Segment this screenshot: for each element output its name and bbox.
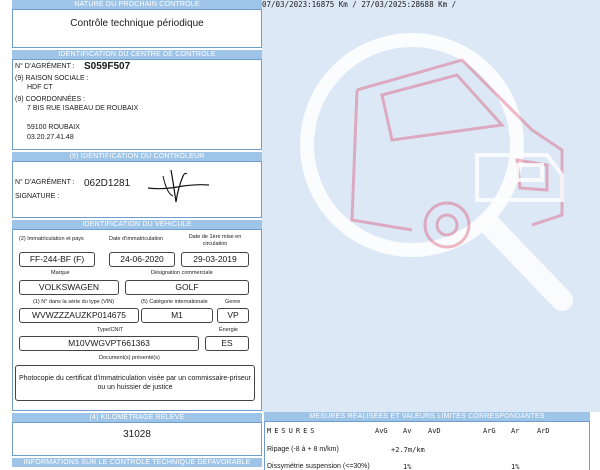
controleur-header: (9) IDENTIFICATION DU CONTRÔLEUR — [12, 152, 262, 161]
categorie-value: M1 — [141, 308, 213, 323]
controleur-panel — [12, 161, 262, 218]
energie-label: Énergie — [219, 327, 238, 333]
controleur-agrement-label: N° D'AGRÉMENT : — [15, 179, 75, 186]
date-first-value: 29-03-2019 — [181, 252, 249, 267]
phone: 03.20.27.41.48 — [27, 134, 74, 141]
next-control-panel — [12, 9, 262, 48]
type-label: Type/CNIT — [97, 327, 124, 333]
col-av: Av — [403, 427, 412, 435]
genre-value: VP — [217, 308, 249, 323]
vehicule-header: IDENTIFICATION DU VÉHICULE — [12, 220, 262, 229]
categorie-label: (5) Catégorie internationale — [141, 299, 208, 305]
mesures-title: MESURES — [267, 427, 318, 435]
raison-sociale-label: (9) RAISON SOCIALE : — [15, 75, 89, 82]
dissymetrie-av-value: 1% — [403, 463, 412, 470]
kilometrage-value: 31028 — [123, 429, 151, 440]
type-value: M10VWGVPT661363 — [19, 336, 199, 351]
date-immat-value: 24-06-2020 — [109, 252, 175, 267]
coordonnees-label: (9) COORDONNÉES : — [15, 96, 86, 103]
defavorable-header: INFORMATIONS SUR LE CONTRÔLE TECHNIQUE DÉFAVORABLE — [12, 458, 262, 467]
designation-value: GOLF — [125, 280, 249, 295]
centre-agrement-value: S059F507 — [84, 61, 131, 72]
genre-label: Genre — [225, 299, 241, 305]
mileage-history: 07/03/2023:16875 Km / 27/03/2025:28688 Km / — [262, 0, 457, 9]
dissymetrie-label: Dissymétrie suspension (<=30%) — [267, 463, 370, 470]
documents-value: Photocopie du certificat d'immatriculation visée par un commissaire-priseur ou un huissier de justice — [15, 365, 255, 401]
centre-panel — [12, 59, 262, 150]
control-type: Contrôle technique périodique — [70, 18, 204, 29]
immat-label: (2) Immatriculation et pays — [19, 236, 84, 242]
address-line2: 59100 ROUBAIX — [27, 124, 80, 131]
dissymetrie-ar-value: 1% — [511, 463, 520, 470]
mesures-header: MESURES RÉALISÉES ET VALEURS LIMITES CORRESPONDANTES — [264, 412, 590, 421]
vin-value: WVWZZZAUZKP014675 — [19, 308, 139, 323]
controleur-agrement-value: 062D1281 — [84, 178, 131, 189]
energie-value: ES — [205, 336, 249, 351]
immat-value: FF-244-BF (F) — [19, 252, 95, 267]
centre-header: IDENTIFICATION DU CENTRE DE CONTRÔLE — [12, 50, 262, 59]
signature-image — [143, 166, 213, 206]
signature-label: SIGNATURE : — [15, 193, 60, 200]
watermark-area — [262, 0, 600, 412]
marque-value: VOLKSWAGEN — [19, 280, 119, 295]
col-ard: ArD — [537, 427, 550, 435]
mesures-panel — [264, 421, 590, 470]
col-ar: Ar — [511, 427, 520, 435]
documents-label: Document(s) présenté(s) — [99, 355, 160, 361]
col-avg: AvG — [375, 427, 388, 435]
designation-label: Désignation commerciale — [151, 270, 213, 276]
vehicule-panel — [12, 229, 262, 411]
car-magnifier-watermark-icon — [262, 0, 600, 412]
date-first-label: Date de 1ère mise en circulation — [188, 234, 242, 247]
vin-label: (1) N° dans la série du type (VIN) — [33, 299, 115, 305]
ripage-av-value: +2.7m/km — [391, 446, 425, 454]
centre-agrement-label: N° D'AGRÉMENT : — [15, 63, 75, 70]
kilometrage-header: (4) KILOMÉTRAGE RELEVÉ — [12, 413, 262, 422]
address-line1: 7 BIS RUE ISABEAU DE ROUBAIX — [27, 105, 139, 112]
kilometrage-panel — [12, 422, 262, 456]
col-avd: AvD — [428, 427, 441, 435]
next-control-header: NATURE DU PROCHAIN CONTRÔLE — [12, 0, 262, 9]
raison-sociale-value: HDF CT — [27, 84, 53, 91]
marque-label: Marque — [51, 270, 70, 276]
date-immat-label: Date d'immatriculation — [109, 236, 164, 242]
ripage-label: Ripage (-8 à + 8 m/km) — [267, 446, 339, 453]
col-arg: ArG — [483, 427, 496, 435]
